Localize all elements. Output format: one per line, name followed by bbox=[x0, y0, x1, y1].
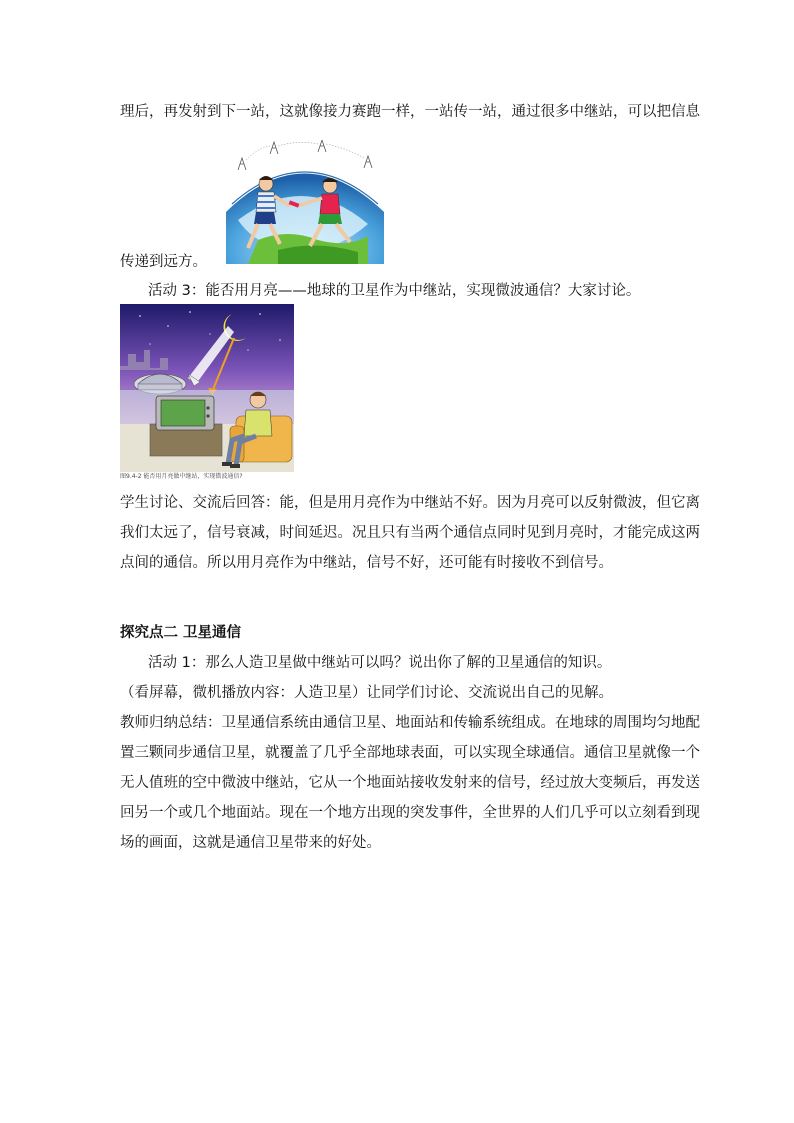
activity1-paragraph bbox=[120, 648, 676, 708]
moon-relay-figure bbox=[120, 304, 294, 480]
summary-line: 场的画面，这就是通信卫星带来的好处。 bbox=[120, 835, 381, 851]
relay-race-illustration bbox=[218, 140, 390, 264]
section-heading bbox=[120, 618, 676, 648]
intro-end-line: 传递到远方。 bbox=[120, 254, 207, 270]
section2-heading: 探究点二 卫星通信 bbox=[120, 625, 242, 641]
summary-line: 教师归纳总结：卫星通信系统由通信卫星、地面站和传输系统组成。在地球的周围均匀地配 bbox=[120, 715, 700, 731]
activity3-paragraph bbox=[120, 276, 704, 306]
summary-line: 回另一个或几个地面站。现在一个地方出现的突发事件，全世界的人们几乎可以立刻看到现 bbox=[120, 805, 700, 821]
answer-line: 点间的通信。所以用月亮作为中继站，信号不好，还可能有时接收不到信号。 bbox=[120, 555, 613, 571]
summary-line: 置三颗同步通信卫星，就覆盖了几乎全部地球表面，可以实现全球通信。通信卫星就像一个 bbox=[120, 745, 700, 761]
answer-line: 学生讨论、交流后回答：能，但是用月亮作为中继站不好。因为月亮可以反射微波，但它离 bbox=[120, 495, 700, 511]
intro-paragraph bbox=[120, 97, 700, 127]
answer-paragraph bbox=[120, 488, 700, 578]
intro-end-paragraph bbox=[120, 247, 676, 277]
summary-line: 无人值班的空中微波中继站，它从一个地面站接收发射来的信号，经过放大变频后，再发送 bbox=[120, 775, 700, 791]
activity3-line: 活动 3：能否用月亮——地球的卫星作为中继站，实现微波通信？大家讨论。 bbox=[148, 283, 641, 299]
activity1-line: 活动 1：那么人造卫星做中继站可以吗？说出你了解的卫星通信的知识。 bbox=[148, 655, 612, 671]
activity1-line: （看屏幕，微机播放内容：人造卫星）让同学们讨论、交流说出自己的见解。 bbox=[120, 685, 613, 701]
answer-line: 我们太远了，信号衰减，时间延迟。况且只有当两个通信点同时见到月亮时，才能完成这两 bbox=[120, 525, 700, 541]
figure-caption: 图9.4-2 能否用月亮做中继站，实现微波通信? bbox=[120, 473, 243, 480]
moon-relay-illustration bbox=[120, 304, 294, 480]
summary-paragraph bbox=[120, 708, 700, 858]
relay-race-figure bbox=[218, 140, 390, 264]
intro-line: 理后，再发射到下一站，这就像接力赛跑一样，一站传一站，通过很多中继站，可以把信息 bbox=[120, 104, 700, 120]
